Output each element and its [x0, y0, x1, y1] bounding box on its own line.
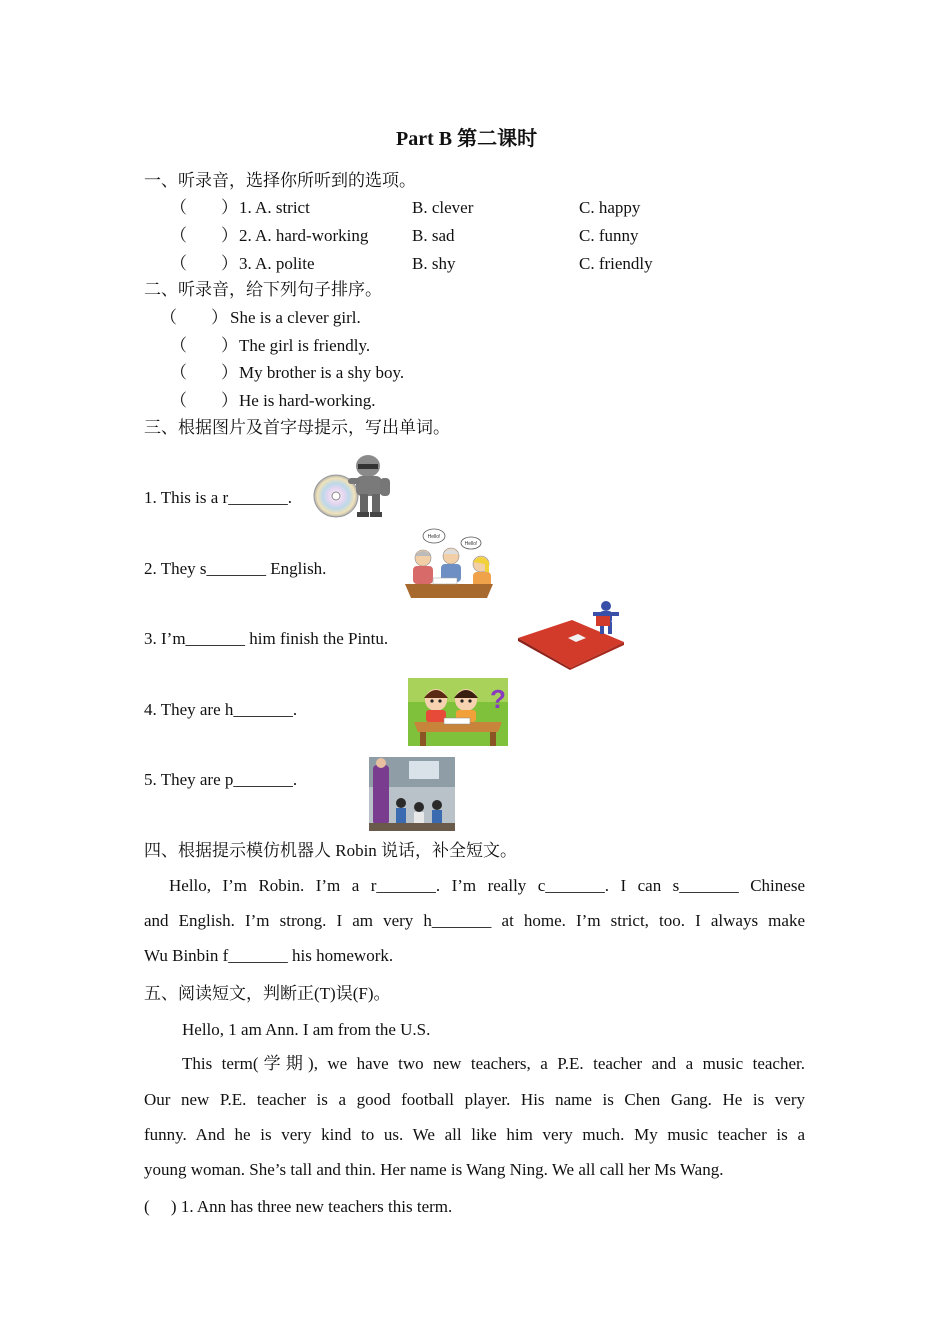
puzzle-image: [516, 598, 626, 670]
section1-heading: 一、听录音，选择你所听到的选项。: [144, 171, 416, 190]
robin-line-3: Wu Binbin f_______ his homework.: [144, 946, 394, 965]
reading-line-3: funny. And he is very kind to us. We all like him very much. My music teacher is a: [144, 1125, 805, 1144]
section4-heading: 四、根据提示模仿机器人 Robin 说话，补全短文。: [144, 841, 518, 860]
question-mark-icon: ?: [490, 684, 506, 714]
speech-bubble-text: Hello!: [464, 541, 478, 547]
order-sentence: She is a clever girl.: [230, 308, 361, 327]
order-sentence: The girl is friendly.: [239, 336, 371, 355]
page-title: Part B 第二课时: [396, 128, 538, 150]
reading-line-2: Our new P.E. teacher is a good football player. His name is Chen Gang. He is very: [144, 1090, 805, 1109]
order-sentence: He is hard-working.: [239, 391, 376, 410]
robot-cd-image: [310, 452, 396, 518]
classroom-photo: [369, 757, 455, 831]
fill-item: 5. They are p_______.: [144, 770, 298, 789]
order-paren[interactable]: （ ）: [170, 391, 238, 410]
fill-item: 2. They s_______ English.: [144, 559, 327, 578]
section5-heading: 五、阅读短文，判断正(T)误(F)。: [144, 984, 391, 1003]
tf-question[interactable]: ( ) 1. Ann has three new teachers this term.: [144, 1197, 453, 1216]
option-a: 2. A. hard-working: [239, 226, 369, 245]
option-a: 1. A. strict: [239, 198, 310, 217]
people-speaking-image: [403, 528, 495, 600]
reading-line-4: young woman. She’s tall and thin. Her name is Wang Ning. We all call her Ms Wang.: [144, 1160, 724, 1179]
answer-paren[interactable]: （ ）: [170, 226, 238, 245]
robin-line-1: Hello, I’m Robin. I’m a r_______. I’m really c_______. I can s_______ Chinese: [169, 876, 805, 895]
children-studying-image: [408, 678, 508, 746]
option-a: 3. A. polite: [239, 254, 315, 273]
answer-paren[interactable]: （ ）: [170, 254, 238, 273]
option-c: C. friendly: [579, 254, 653, 273]
option-b: B. shy: [412, 254, 456, 273]
reading-line-1: This term(学期), we have two new teachers, a P.E. teacher and a music teacher.: [182, 1054, 805, 1073]
option-c: C. funny: [579, 226, 639, 245]
fill-item: 4. They are h_______.: [144, 700, 298, 719]
speech-bubble-text: Hello!: [427, 534, 441, 540]
fill-item: 3. I’m_______ him finish the Pintu.: [144, 629, 389, 648]
section3-heading: 三、根据图片及首字母提示，写出单词。: [144, 418, 450, 437]
option-b: B. clever: [412, 198, 474, 217]
answer-paren[interactable]: （ ）: [170, 198, 238, 217]
order-paren[interactable]: （ ）: [170, 336, 238, 355]
reading-intro: Hello, 1 am Ann. I am from the U.S.: [182, 1020, 431, 1039]
option-c: C. happy: [579, 198, 641, 217]
section2-heading: 二、听录音，给下列句子排序。: [144, 280, 382, 299]
fill-item: 1. This is a r_______.: [144, 488, 292, 507]
robin-line-2: and English. I’m strong. I am very h_______ at home. I’m strict, too. I always make: [144, 911, 805, 930]
order-paren[interactable]: （ ）: [160, 308, 228, 327]
order-sentence: My brother is a shy boy.: [239, 363, 405, 382]
order-paren[interactable]: （ ）: [170, 363, 238, 382]
option-b: B. sad: [412, 226, 455, 245]
